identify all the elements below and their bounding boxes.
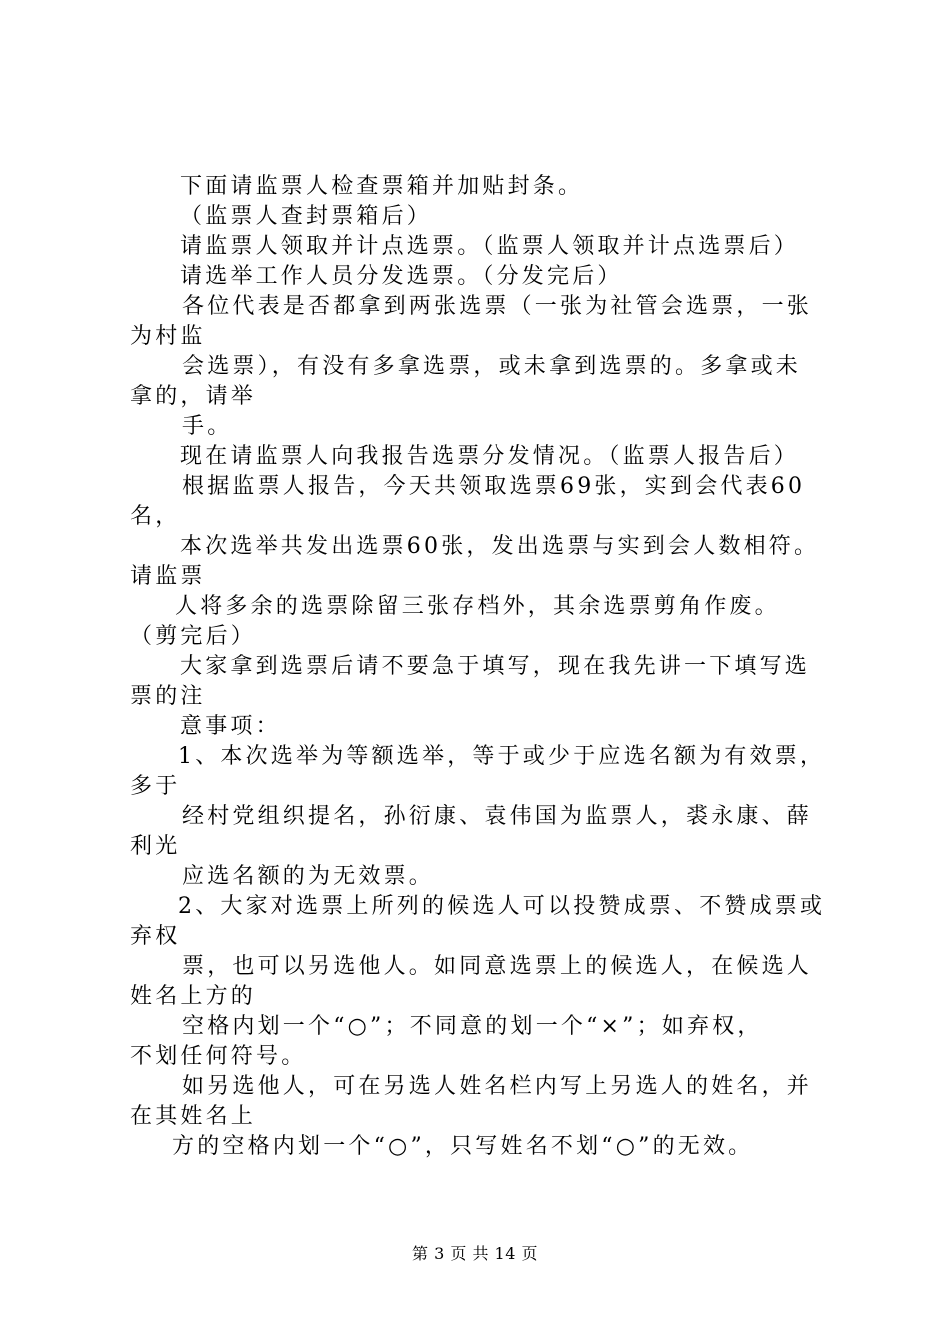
text-line: 多于 bbox=[130, 774, 181, 799]
text-line: 拿的，请举 bbox=[130, 384, 257, 409]
text-line: 根据监票人报告，今天共领取选票69张，实到会代表60 bbox=[182, 474, 806, 499]
text-line: 方的空格内划一个“○”，只写姓名不划“○”的无效。 bbox=[172, 1134, 754, 1159]
text-line: 姓名上方的 bbox=[130, 984, 257, 1009]
text-line: 手。 bbox=[182, 414, 233, 439]
text-line: 在其姓名上 bbox=[130, 1104, 257, 1129]
text-line: 会选票），有没有多拿选票，或未拿到选票的。多拿或未 bbox=[182, 354, 802, 379]
text-line: 应选名额的为无效票。 bbox=[182, 864, 435, 889]
text-line: 经村党组织提名，孙衍康、袁伟国为监票人，裘永康、薛 bbox=[182, 804, 813, 829]
text-line: 不划任何符号。 bbox=[130, 1044, 307, 1069]
text-line: 各位代表是否都拿到两张选票（一张为社管会选票，一张 bbox=[182, 294, 813, 319]
text-line: 1、本次选举为等额选举，等于或少于应选名额为有效票， bbox=[178, 744, 826, 769]
text-line: 空格内划一个“○”；不同意的划一个“×”；如弃权， bbox=[182, 1014, 763, 1039]
page-number-footer: 第 3 页 共 14 页 bbox=[412, 1244, 538, 1263]
text-line: 如另选他人，可在另选人姓名栏内写上另选人的姓名，并 bbox=[182, 1074, 813, 1099]
text-line: 请监票人领取并计点选票。（监票人领取并计点选票后） bbox=[180, 234, 800, 259]
text-line: 2、大家对选票上所列的候选人可以投赞成票、不赞成票或 bbox=[178, 894, 826, 919]
text-line: 本次选举共发出选票60张，发出选票与实到会人数相符。 bbox=[180, 534, 820, 559]
text-line: 为村监 bbox=[130, 324, 206, 349]
text-line: 利光 bbox=[130, 834, 181, 859]
text-line: 票的注 bbox=[130, 684, 206, 709]
text-line: 票，也可以另选他人。如同意选票上的候选人，在候选人 bbox=[182, 954, 813, 979]
text-line: 弃权 bbox=[130, 924, 181, 949]
text-line: 现在请监票人向我报告选票分发情况。（监票人报告后） bbox=[180, 444, 800, 469]
text-line: 名， bbox=[130, 504, 181, 529]
document-body bbox=[130, 172, 835, 1162]
text-line: （剪完后） bbox=[130, 624, 257, 649]
text-line: 意事项： bbox=[180, 714, 281, 739]
text-line: 人将多余的选票除留三张存档外，其余选票剪角作废。 bbox=[175, 594, 780, 619]
text-line: 下面请监票人检查票箱并加贴封条。 bbox=[180, 174, 584, 199]
text-line: 请监票 bbox=[130, 564, 206, 589]
text-line: 大家拿到选票后请不要急于填写，现在我先讲一下填写选 bbox=[180, 654, 811, 679]
text-line: 请选举工作人员分发选票。（分发完后） bbox=[180, 264, 623, 289]
text-line: （监票人查封票箱后） bbox=[180, 204, 433, 229]
